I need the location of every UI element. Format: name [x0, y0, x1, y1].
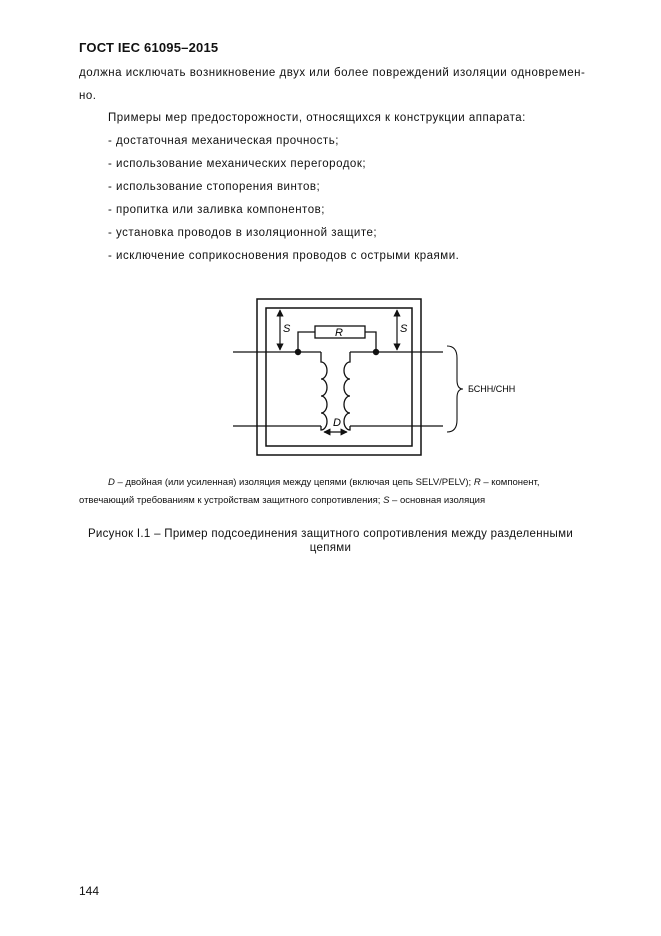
brace	[447, 346, 463, 432]
note-r: R	[473, 477, 481, 488]
bullet-item: - исключение соприкосновения проводов с острыми краями.	[108, 250, 460, 262]
resistor-lead-right	[365, 332, 376, 352]
note-text1: – двойная (или усиленная) изоляция между цепями (включая цепь SELV/PELV);	[114, 477, 474, 488]
para1-line2: но.	[79, 90, 97, 102]
bullet-item: - пропитка или заливка компонентов;	[108, 204, 325, 216]
s-label-right: S	[400, 323, 408, 335]
note-end1: – компонент,	[480, 477, 540, 488]
note-end2: – основная изоляция	[389, 495, 486, 506]
secondary-winding	[344, 352, 350, 430]
figure-note-line2	[79, 495, 485, 506]
para1-line1: должна исключать возникновение двух или более повреждений изоляции одновремен-	[79, 67, 586, 79]
figure-note-line1	[108, 477, 539, 488]
junction-right	[373, 349, 379, 355]
brace-label: БСНН/СНН	[468, 384, 516, 394]
note-s: S	[383, 495, 390, 506]
bullet-item: - использование стопорения винтов;	[108, 181, 321, 193]
d-label: D	[333, 417, 341, 429]
bullet-item: - использование механических перегородок;	[108, 158, 367, 170]
note-d: D	[108, 477, 115, 488]
resistor-label: R	[335, 327, 343, 339]
para2: Примеры мер предосторожности, относящихся к конструкции аппарата:	[108, 112, 526, 124]
s-label-left: S	[283, 323, 291, 335]
figure-caption-line2: цепями	[309, 542, 352, 554]
bullet-item: - достаточная механическая прочность;	[108, 135, 339, 147]
document-header: ГОСТ IEC 61095–2015	[79, 40, 219, 55]
bullet-item: - установка проводов в изоляционной защите;	[108, 227, 378, 239]
primary-winding	[321, 352, 327, 430]
circuit-diagram	[225, 296, 555, 460]
figure-caption-line1: Рисунок I.1 – Пример подсоединения защитного сопротивления между разделенными	[87, 528, 574, 540]
note-text2: отвечающий требованиям к устройствам защитного сопротивления;	[79, 495, 384, 506]
page-number: 144	[79, 884, 100, 898]
resistor-lead-left	[298, 332, 315, 352]
junction-left	[295, 349, 301, 355]
